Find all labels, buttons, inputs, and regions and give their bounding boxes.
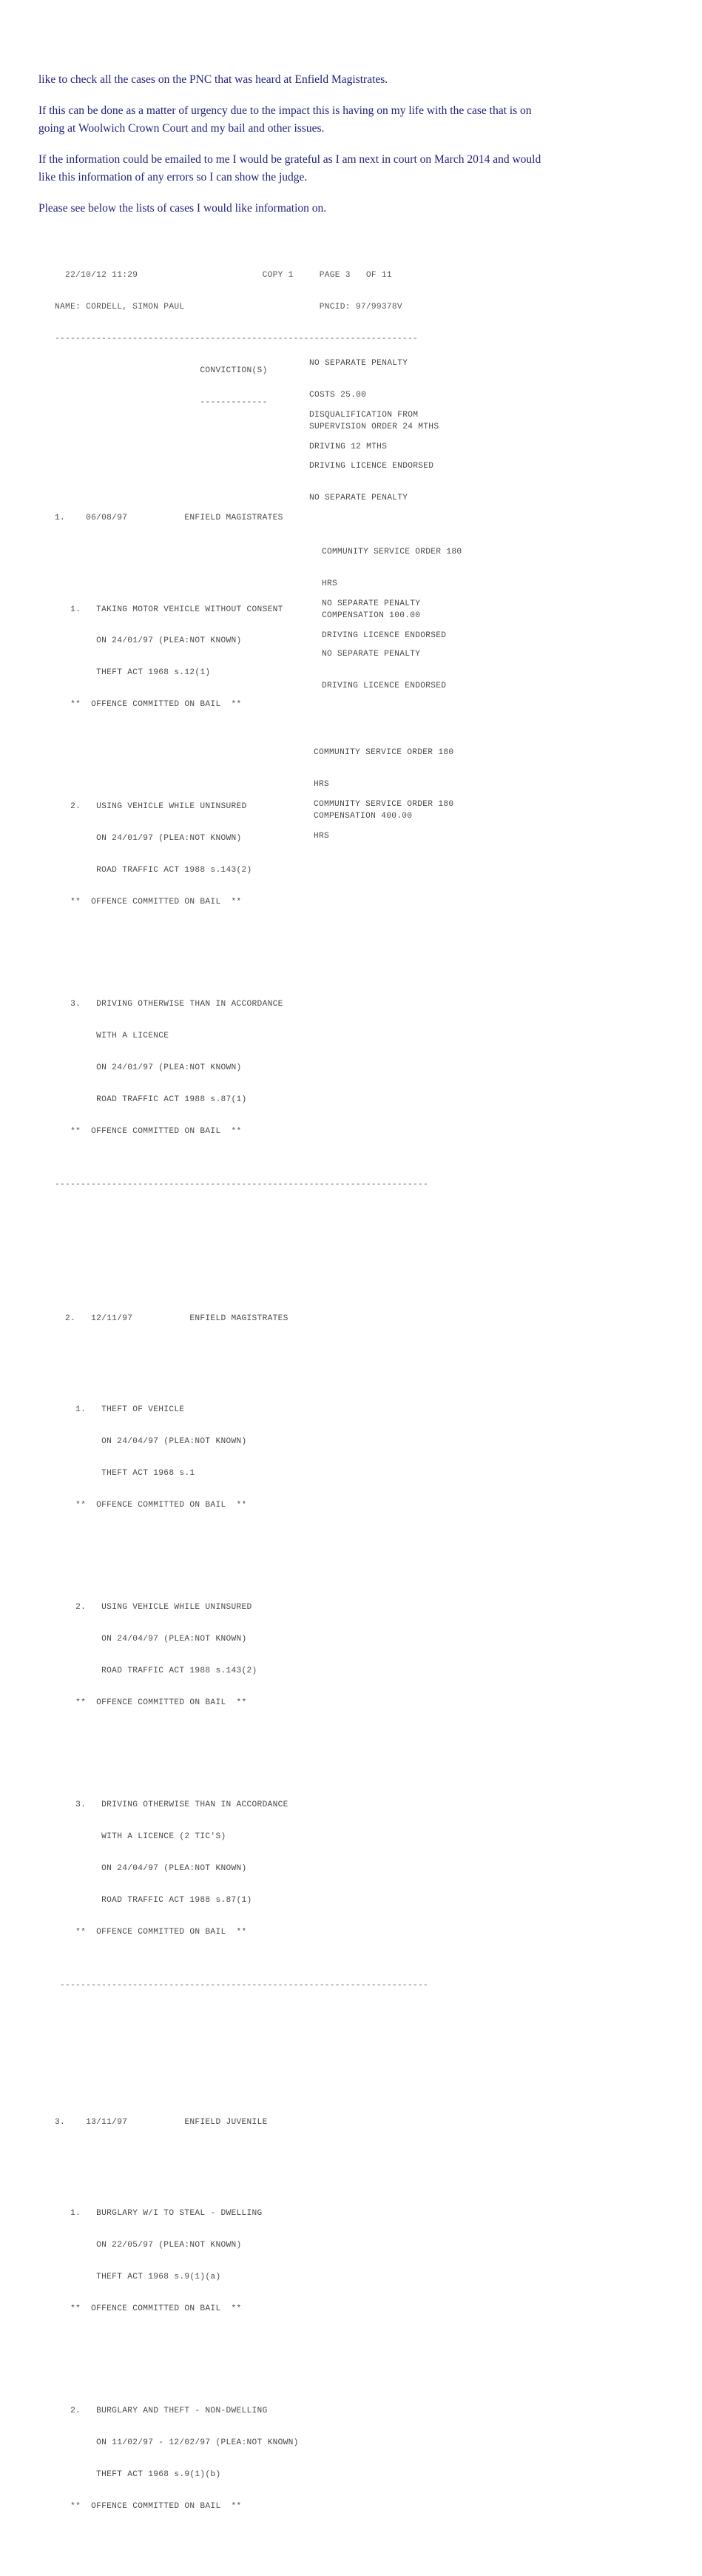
offence-bail-note: ** OFFENCE COMMITTED ON BAIL **	[44, 1698, 247, 1708]
disposal-line: COMMUNITY SERVICE ORDER 180	[314, 799, 454, 809]
printout-header-line: 22/10/12 11:29 COPY 1 PAGE 3 OF 11	[44, 270, 392, 280]
offence-bail-note: ** OFFENCE COMMITTED ON BAIL **	[44, 2304, 242, 2314]
disposal-line: HRS	[322, 579, 338, 588]
offence-line: THEFT ACT 1968 s.9(1)(a)	[44, 2273, 221, 2282]
disposal-line: NO SEPARATE PENALTY	[322, 649, 421, 659]
letter-paragraph: If this can be done as a matter of urgency due to the impact this is having on my life with the case that is on going at Woolwich Crown Court and my bail and other issues.	[38, 104, 532, 135]
disposal-line: DRIVING LICENCE ENDORSED	[322, 681, 447, 690]
disposal-column-case3-offence2	[314, 778, 536, 863]
printout-rule: ----------------------------------------------------------------------	[44, 334, 418, 343]
offence-block	[44, 1779, 562, 1960]
letter-paragraph: like to check all the cases on the PNC that was heard at Enfield Magistrates.	[38, 73, 388, 86]
offence-line: ON 24/04/97 (PLEA:NOT KNOWN)	[44, 1635, 247, 1644]
disposal-line: HRS	[314, 831, 330, 841]
offence-line: 2. USING VEHICLE WHILE UNINSURED	[44, 802, 247, 812]
disposal-line: NO SEPARATE PENALTY	[322, 599, 421, 608]
offence-line: 1. TAKING MOTOR VEHICLE WITHOUT CONSENT	[44, 605, 283, 614]
disposal-line: HRS	[314, 779, 330, 789]
offence-block	[44, 1581, 562, 1730]
disposal-line: COMMUNITY SERVICE ORDER 180	[314, 747, 454, 757]
disposal-line: DRIVING LICENCE ENDORSED	[322, 630, 447, 640]
letter-paragraph: Please see below the lists of cases I would like information on.	[38, 202, 327, 215]
case-heading: 2. 12/11/97 ENFIELD MAGISTRATES	[44, 1314, 288, 1323]
disposal-line: COMPENSATION 400.00	[314, 811, 413, 821]
printout-name-line: NAME: CORDELL, SIMON PAUL PNCID: 97/99378V	[44, 302, 402, 312]
offence-line: 2. BURGLARY AND THEFT - NON-DWELLING	[44, 2407, 268, 2416]
offence-line: ROAD TRAFFIC ACT 1988 s.87(1)	[44, 1095, 247, 1105]
offence-line: 2. USING VEHICLE WHILE UNINSURED	[44, 1603, 252, 1612]
disposal-line: DISQUALIFICATION FROM	[309, 410, 419, 420]
printout-section-title: CONVICTION(S)	[44, 366, 268, 375]
disposal-line: COSTS 25.00	[309, 390, 367, 400]
offence-bail-note: ** OFFENCE COMMITTED ON BAIL **	[44, 1501, 247, 1510]
offence-bail-note: ** OFFENCE COMMITTED ON BAIL **	[44, 700, 242, 710]
letter-paragraph: If the information could be emailed to me I would be grateful as I am next in court on March 2014 and would like this information of any errors so I can show the judge.	[38, 153, 541, 184]
offence-line: ROAD TRAFFIC ACT 1988 s.87(1)	[44, 1896, 252, 1906]
offence-line: ON 24/01/97 (PLEA:NOT KNOWN)	[44, 1063, 242, 1073]
offence-line: THEFT ACT 1968 s.1	[44, 1469, 195, 1479]
offence-line: THEFT ACT 1968 s.9(1)(b)	[44, 2470, 221, 2480]
offence-line: ROAD TRAFFIC ACT 1988 s.143(2)	[44, 1667, 257, 1676]
offence-line: 3. DRIVING OTHERWISE THAN IN ACCORDANCE	[44, 1000, 283, 1009]
offence-line: WITH A LICENCE (2 TIC'S)	[44, 1832, 226, 1842]
offence-block	[44, 1384, 562, 1533]
offence-line: WITH A LICENCE	[44, 1032, 169, 1041]
offence-bail-note: ** OFFENCE COMMITTED ON BAIL **	[44, 2502, 242, 2512]
printout-section-underline: -------------	[44, 397, 268, 407]
offence-line: ON 22/05/97 (PLEA:NOT KNOWN)	[44, 2241, 242, 2250]
offence-bail-note: ** OFFENCE COMMITTED ON BAIL **	[44, 898, 242, 907]
disposal-line: DRIVING LICENCE ENDORSED	[309, 461, 434, 471]
offence-line: ON 24/04/97 (PLEA:NOT KNOWN)	[44, 1437, 247, 1447]
offence-line: THEFT ACT 1968 s.12(1)	[44, 668, 211, 678]
disposal-line: COMMUNITY SERVICE ORDER 180	[322, 547, 462, 556]
case-heading: 1. 06/08/97 ENFIELD MAGISTRATES	[44, 513, 283, 522]
offence-line: ON 24/01/97 (PLEA:NOT KNOWN)	[44, 834, 242, 844]
offence-block	[44, 2385, 562, 2534]
case-heading: 3. 13/11/97 ENFIELD JUVENILE	[44, 2117, 268, 2127]
disposal-line: SUPERVISION ORDER 24 MTHS	[309, 422, 439, 431]
offence-block	[44, 978, 562, 1159]
offence-bail-note: ** OFFENCE COMMITTED ON BAIL **	[44, 1928, 247, 1937]
disposal-line: COMPENSATION 100.00	[322, 611, 421, 620]
offence-line: 1. BURGLARY W/I TO STEAL - DWELLING	[44, 2209, 263, 2219]
case-block	[44, 2096, 562, 2555]
letter-body	[38, 71, 549, 231]
case-rule: ------------------------------------------------------------------------	[44, 1180, 429, 1189]
case-rule: -----------------------------------------------------------------------	[44, 1980, 429, 1990]
offence-bail-note: ** OFFENCE COMMITTED ON BAIL **	[44, 1127, 242, 1137]
disposal-column-case1-offence3	[309, 440, 531, 525]
offence-line: 3. DRIVING OTHERWISE THAN IN ACCORDANCE	[44, 1800, 288, 1810]
offence-line: 1. THEFT OF VEHICLE	[44, 1405, 185, 1415]
disposal-line: NO SEPARATE PENALTY	[309, 358, 408, 368]
case-block	[44, 1292, 562, 2012]
offence-line: ON 11/02/97 - 12/02/97 (PLEA:NOT KNOWN)	[44, 2438, 299, 2448]
offence-line: ROAD TRAFFIC ACT 1988 s.143(2)	[44, 866, 252, 875]
disposal-column-case2-offence3	[322, 628, 544, 713]
offence-line: ON 24/01/97 (PLEA:NOT KNOWN)	[44, 636, 242, 646]
offence-block	[44, 2187, 562, 2336]
offence-line: ON 24/04/97 (PLEA:NOT KNOWN)	[44, 1864, 247, 1874]
disposal-line: NO SEPARATE PENALTY	[309, 493, 408, 502]
disposal-line: DRIVING 12 MTHS	[309, 442, 388, 451]
